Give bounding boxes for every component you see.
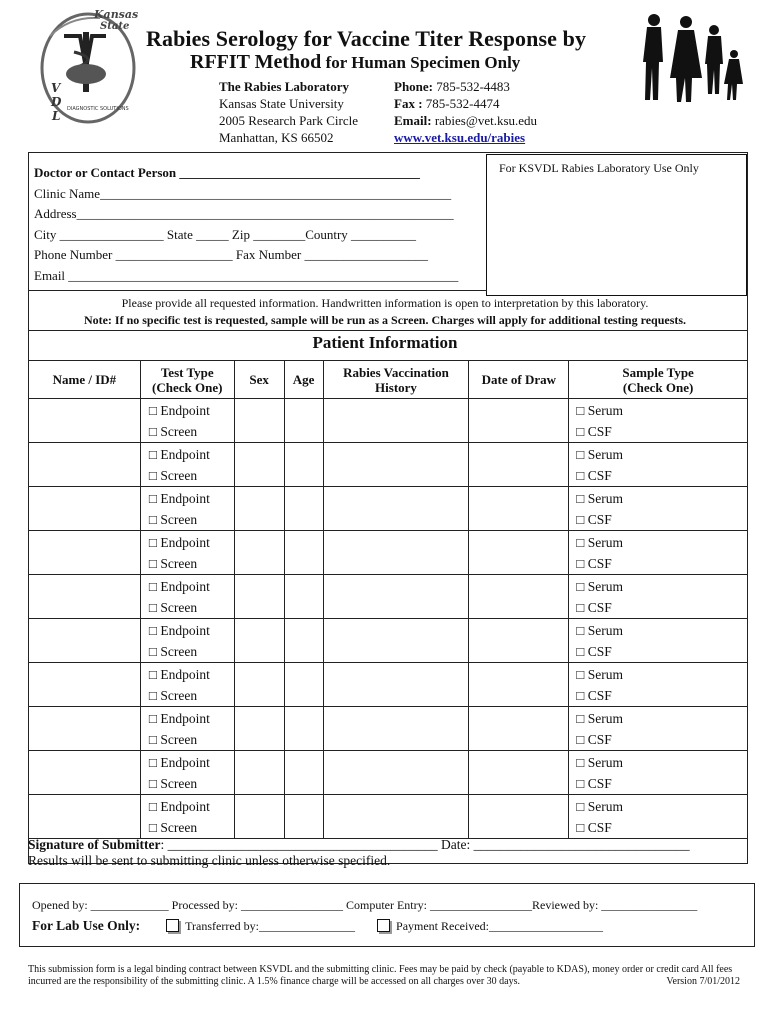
form-title-method: RFFIT Method (190, 51, 322, 73)
age-cell[interactable] (284, 399, 323, 443)
age-cell[interactable] (284, 795, 323, 839)
date-of-draw-cell[interactable] (469, 795, 569, 839)
transferred-by-field[interactable]: Transferred by:________________ (185, 919, 356, 933)
vaccination-history-cell[interactable] (323, 707, 469, 751)
date-of-draw-cell[interactable] (469, 663, 569, 707)
vaccination-history-cell[interactable] (323, 795, 469, 839)
header-name-id: Name / ID# (29, 361, 141, 399)
name-id-cell[interactable] (29, 487, 141, 531)
payment-received-checkbox[interactable] (377, 919, 390, 932)
version-label: Version 7/01/2012 (666, 976, 740, 987)
lab-university: Kansas State University (219, 96, 344, 111)
results-note: Results will be sent to submitting clinic unless otherwise specified. (28, 853, 391, 868)
serum-checkbox[interactable]: □ Serum (576, 667, 624, 682)
reviewed-by-field[interactable]: Reviewed by: ________________ (531, 898, 698, 912)
age-cell[interactable] (284, 487, 323, 531)
lab-address-block (219, 78, 358, 146)
table-row (29, 663, 748, 707)
lab-use-only-label: For KSVDL Rabies Laboratory Use Only (499, 161, 699, 175)
age-cell[interactable] (284, 575, 323, 619)
sex-cell[interactable] (234, 399, 284, 443)
csf-checkbox[interactable]: □ CSF (576, 424, 612, 439)
email-label: Email: (394, 113, 432, 128)
test-type-cell[interactable] (140, 751, 234, 795)
sex-cell[interactable] (234, 663, 284, 707)
logo-letter-d: D (51, 95, 62, 109)
test-type-cell[interactable] (140, 575, 234, 619)
family-silhouette-image (636, 12, 746, 104)
lab-name: The Rabies Laboratory (219, 79, 349, 94)
patient-information-heading: Patient Information (312, 333, 458, 352)
endpoint-checkbox[interactable]: □ Endpoint (148, 447, 210, 462)
serum-checkbox[interactable]: □ Serum (576, 579, 624, 594)
vaccination-history-cell[interactable] (323, 399, 469, 443)
table-row (29, 399, 748, 443)
endpoint-checkbox[interactable]: □ Endpoint (148, 579, 210, 594)
table-row (29, 795, 748, 839)
serum-checkbox[interactable]: □ Serum (576, 755, 624, 770)
serum-checkbox[interactable]: □ Serum (576, 403, 624, 418)
csf-checkbox[interactable]: □ CSF (576, 688, 612, 703)
lab-use-only-title: For Lab Use Only: (32, 918, 141, 933)
signature-label: Signature of Submitter (28, 837, 161, 852)
endpoint-checkbox[interactable]: □ Endpoint (148, 491, 210, 506)
test-type-cell[interactable] (140, 795, 234, 839)
sample-type-cell[interactable] (569, 795, 748, 839)
sample-type-cell[interactable] (569, 619, 748, 663)
test-type-cell[interactable] (140, 707, 234, 751)
fax-label: Fax : (394, 96, 423, 111)
test-type-cell[interactable] (140, 531, 234, 575)
sample-type-cell[interactable] (569, 443, 748, 487)
screen-checkbox[interactable]: □ Screen (148, 424, 198, 439)
serum-checkbox[interactable]: □ Serum (576, 711, 624, 726)
name-id-cell[interactable] (29, 619, 141, 663)
header-test-type: Test Type (Check One) (140, 361, 234, 399)
lab-city: Manhattan, KS 66502 (219, 130, 334, 145)
doctor-field[interactable]: Doctor or Contact Person _____________________________________ (34, 165, 420, 180)
screen-checkbox[interactable]: □ Screen (148, 776, 198, 791)
sample-type-cell[interactable] (569, 575, 748, 619)
name-id-cell[interactable] (29, 443, 141, 487)
age-cell[interactable] (284, 531, 323, 575)
signature-date-blank: : ________________________________________ Date: ________________________________ (160, 837, 690, 852)
vaccination-history-cell[interactable] (323, 663, 469, 707)
endpoint-checkbox[interactable]: □ Endpoint (148, 667, 210, 682)
email-field[interactable]: Email ____________________________________________________________ (34, 267, 459, 283)
sex-cell[interactable] (234, 707, 284, 751)
name-id-cell[interactable] (29, 575, 141, 619)
csf-checkbox[interactable]: □ CSF (576, 820, 612, 835)
sex-cell[interactable] (234, 751, 284, 795)
sample-type-cell[interactable] (569, 751, 748, 795)
vaccination-history-cell[interactable] (323, 531, 469, 575)
clinic-name-field[interactable]: Clinic Name______________________________________________________ (34, 185, 452, 201)
processed-by-field[interactable]: Processed by: _________________ (171, 898, 343, 912)
csf-checkbox[interactable]: □ CSF (576, 776, 612, 791)
serum-checkbox[interactable]: □ Serum (576, 535, 624, 550)
vaccination-history-cell[interactable] (323, 575, 469, 619)
vaccination-history-cell[interactable] (323, 443, 469, 487)
screen-checkbox[interactable]: □ Screen (148, 600, 198, 615)
testing-note: Note: If no specific test is requested, sample will be run as a Screen. Charges will apply for additional testing requests. (83, 313, 687, 327)
address-field[interactable]: Address__________________________________________________________ (34, 206, 454, 221)
logo-wordmark-1: Kansas (94, 8, 139, 21)
sex-cell[interactable] (234, 443, 284, 487)
date-of-draw-cell[interactable] (469, 619, 569, 663)
test-type-cell[interactable] (140, 443, 234, 487)
opened-by-field[interactable]: Opened by: _____________ (32, 898, 169, 912)
serum-checkbox[interactable]: □ Serum (576, 491, 624, 506)
test-type-cell[interactable] (140, 399, 234, 443)
phone-label: Phone: (394, 79, 433, 94)
endpoint-checkbox[interactable]: □ Endpoint (148, 755, 210, 770)
csf-checkbox[interactable]: □ CSF (576, 556, 612, 571)
name-id-cell[interactable] (29, 707, 141, 751)
age-cell[interactable] (284, 619, 323, 663)
csf-checkbox[interactable]: □ CSF (576, 468, 612, 483)
sample-type-cell[interactable] (569, 399, 748, 443)
serum-checkbox[interactable]: □ Serum (576, 799, 624, 814)
website-link[interactable]: www.vet.ksu.edu/rabies (394, 130, 526, 145)
date-of-draw-cell[interactable] (469, 575, 569, 619)
date-of-draw-cell[interactable] (469, 531, 569, 575)
sample-type-cell[interactable] (569, 707, 748, 751)
endpoint-checkbox[interactable]: □ Endpoint (148, 623, 210, 638)
legal-text: This submission form is a legal binding contract between KSVDL and the submitting clinic. Fees may be paid by check (payable to KDAS), money order or credit card All fees incurred are the responsibility of the submitting clinic. A 1.5% finance charge will be accessed on all charges over 30 days. (28, 964, 733, 987)
endpoint-checkbox[interactable]: □ Endpoint (148, 535, 210, 550)
date-of-draw-cell[interactable] (469, 399, 569, 443)
fax-value: 785-532-4474 (422, 96, 500, 111)
age-cell[interactable] (284, 707, 323, 751)
sex-cell[interactable] (234, 619, 284, 663)
payment-received-field[interactable]: Payment Received:___________________ (396, 919, 603, 933)
serum-checkbox[interactable]: □ Serum (576, 447, 624, 462)
table-row (29, 575, 748, 619)
sex-cell[interactable] (234, 575, 284, 619)
lab-use-only-section (19, 883, 755, 947)
legal-footer (28, 964, 740, 988)
name-id-cell[interactable] (29, 795, 141, 839)
sex-cell[interactable] (234, 795, 284, 839)
phone-value: 785-532-4483 (433, 79, 510, 94)
age-cell[interactable] (284, 443, 323, 487)
endpoint-checkbox[interactable]: □ Endpoint (148, 711, 210, 726)
phone-fax-field[interactable]: Phone Number __________________ Fax Number ___________________ (34, 247, 428, 262)
date-of-draw-cell[interactable] (469, 487, 569, 531)
city-state-zip-field[interactable]: City ________________ State _____ Zip ________Country __________ (34, 226, 417, 242)
age-cell[interactable] (284, 751, 323, 795)
header-age: Age (284, 361, 323, 399)
header-sample-type: Sample Type (Check One) (569, 361, 748, 399)
sample-type-cell[interactable] (569, 663, 748, 707)
email-value: rabies@vet.ksu.edu (431, 113, 538, 128)
name-id-cell[interactable] (29, 531, 141, 575)
form-title-specimen: for Human Specimen Only (321, 53, 521, 72)
form-title-line1: Rabies Serology for Vaccine Titer Response by (146, 26, 587, 51)
screen-checkbox[interactable]: □ Screen (148, 556, 198, 571)
csf-checkbox[interactable]: □ CSF (576, 732, 612, 747)
table-row (29, 707, 748, 751)
vaccination-history-cell[interactable] (323, 487, 469, 531)
patient-table (28, 360, 748, 839)
table-row (29, 487, 748, 531)
form-title-line2 (190, 51, 520, 74)
screen-checkbox[interactable]: □ Screen (148, 468, 198, 483)
age-cell[interactable] (284, 663, 323, 707)
sample-type-cell[interactable] (569, 531, 748, 575)
signature-line[interactable] (28, 837, 690, 853)
ksvdl-logo (30, 6, 142, 124)
table-row (29, 619, 748, 663)
lab-use-only-box (486, 154, 747, 296)
table-row (29, 531, 748, 575)
sex-cell[interactable] (234, 531, 284, 575)
name-id-cell[interactable] (29, 751, 141, 795)
csf-checkbox[interactable]: □ CSF (576, 512, 612, 527)
date-of-draw-cell[interactable] (469, 443, 569, 487)
lab-contact-block (394, 78, 537, 146)
header-vaccination-history: Rabies Vaccination History (323, 361, 469, 399)
logo-subtitle: DIAGNOSTIC SOLUTIONS (67, 106, 129, 112)
date-of-draw-cell[interactable] (469, 707, 569, 751)
header-date-of-draw: Date of Draw (469, 361, 569, 399)
screen-checkbox[interactable]: □ Screen (148, 644, 198, 659)
serum-checkbox[interactable]: □ Serum (576, 623, 624, 638)
screen-checkbox[interactable]: □ Screen (148, 512, 198, 527)
vaccination-history-cell[interactable] (323, 619, 469, 663)
endpoint-checkbox[interactable]: □ Endpoint (148, 403, 210, 418)
logo-wordmark-2: State (100, 21, 130, 32)
name-id-cell[interactable] (29, 663, 141, 707)
test-type-cell[interactable] (140, 487, 234, 531)
endpoint-checkbox[interactable]: □ Endpoint (148, 799, 210, 814)
divider (29, 330, 747, 331)
screen-checkbox[interactable]: □ Screen (148, 820, 198, 835)
csf-checkbox[interactable]: □ CSF (576, 600, 612, 615)
computer-entry-field[interactable]: Computer Entry: _________________ (345, 898, 532, 912)
table-row (29, 751, 748, 795)
sample-type-cell[interactable] (569, 487, 748, 531)
test-type-cell[interactable] (140, 619, 234, 663)
transferred-checkbox[interactable] (166, 919, 179, 932)
table-row (29, 443, 748, 487)
sex-cell[interactable] (234, 487, 284, 531)
date-of-draw-cell[interactable] (469, 751, 569, 795)
lab-street: 2005 Research Park Circle (219, 113, 358, 128)
csf-checkbox[interactable]: □ CSF (576, 644, 612, 659)
screen-checkbox[interactable]: □ Screen (148, 732, 198, 747)
screen-checkbox[interactable]: □ Screen (148, 688, 198, 703)
name-id-cell[interactable] (29, 399, 141, 443)
vaccination-history-cell[interactable] (323, 751, 469, 795)
test-type-cell[interactable] (140, 663, 234, 707)
info-notice: Please provide all requested information. Handwritten information is open to interpretation by this laboratory. (121, 296, 649, 310)
divider (29, 290, 487, 291)
submitter-fields (34, 163, 458, 286)
logo-letter-v: V (51, 81, 61, 95)
table-header-row (29, 361, 748, 399)
header-sex: Sex (234, 361, 284, 399)
logo-letter-l: L (52, 109, 61, 123)
